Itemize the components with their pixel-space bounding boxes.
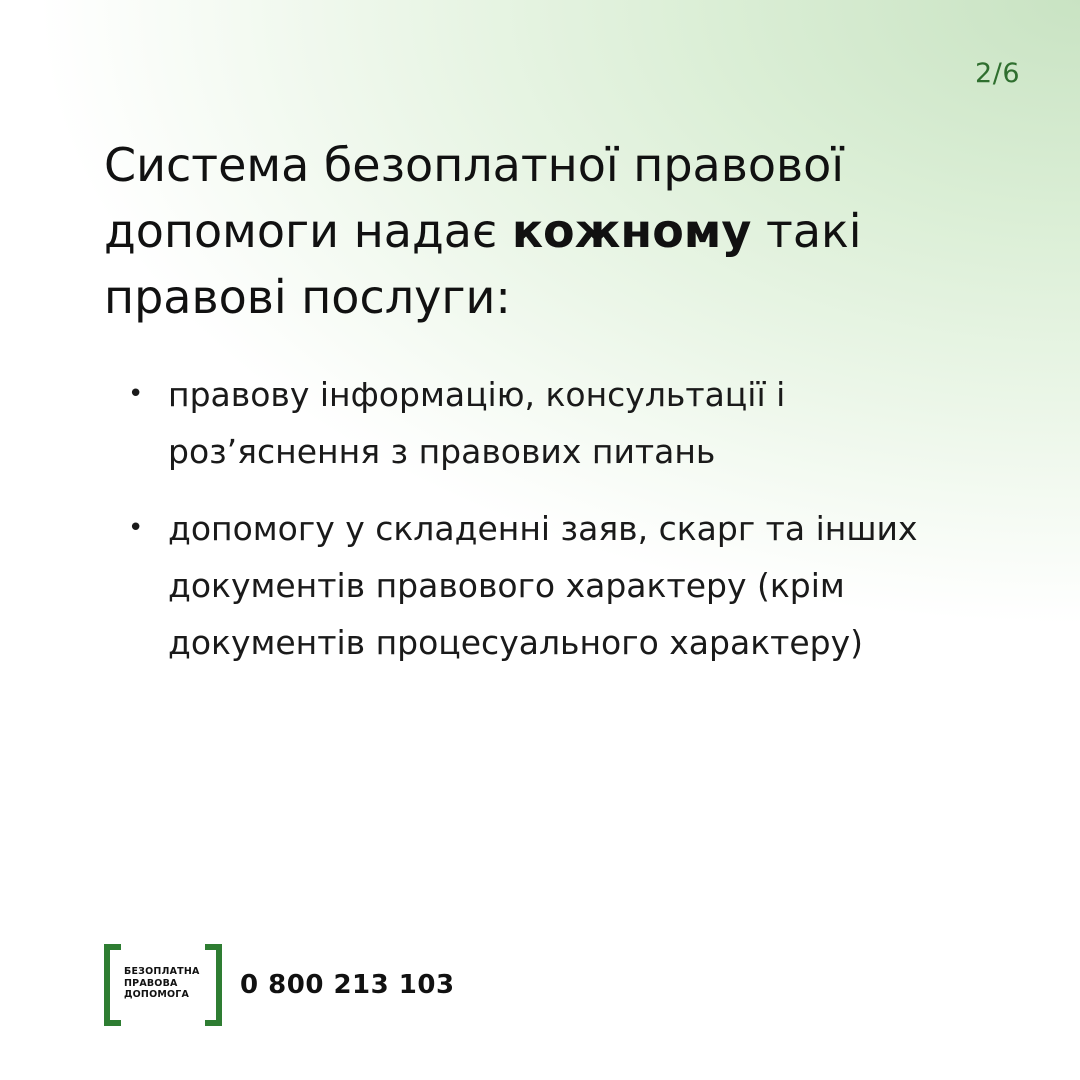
footer bbox=[104, 944, 455, 1026]
service-item-text: правову інформацію, консультації і роз’яснення з правових питань bbox=[168, 375, 786, 471]
headline-part1: Система безоплатної правової допомоги надає bbox=[104, 138, 845, 258]
headline-part2: такі правові послуги: bbox=[104, 204, 862, 324]
headline bbox=[104, 132, 964, 330]
logo-line-1: БЕЗОПЛАТНА bbox=[124, 966, 200, 977]
phone-number: 0 800 213 103 bbox=[240, 970, 455, 1000]
bullet-icon: • bbox=[128, 513, 144, 543]
logo-line-3: ДОПОМОГА bbox=[124, 989, 190, 1000]
service-item-legal-info bbox=[124, 366, 984, 480]
services-list bbox=[124, 366, 984, 691]
bullet-icon: • bbox=[128, 379, 144, 409]
logo bbox=[104, 944, 222, 1026]
logo-line-2: ПРАВОВА bbox=[124, 977, 178, 989]
headline-emphasis: кожному bbox=[511, 204, 752, 258]
service-item-text: допомогу у складенні заяв, скарг та інших документів правового характеру (крім документів процесуального характеру) bbox=[168, 509, 918, 662]
logo-wordmark bbox=[124, 966, 200, 1001]
service-item-document-help bbox=[124, 500, 984, 671]
page-counter: 2/6 bbox=[975, 58, 1020, 89]
